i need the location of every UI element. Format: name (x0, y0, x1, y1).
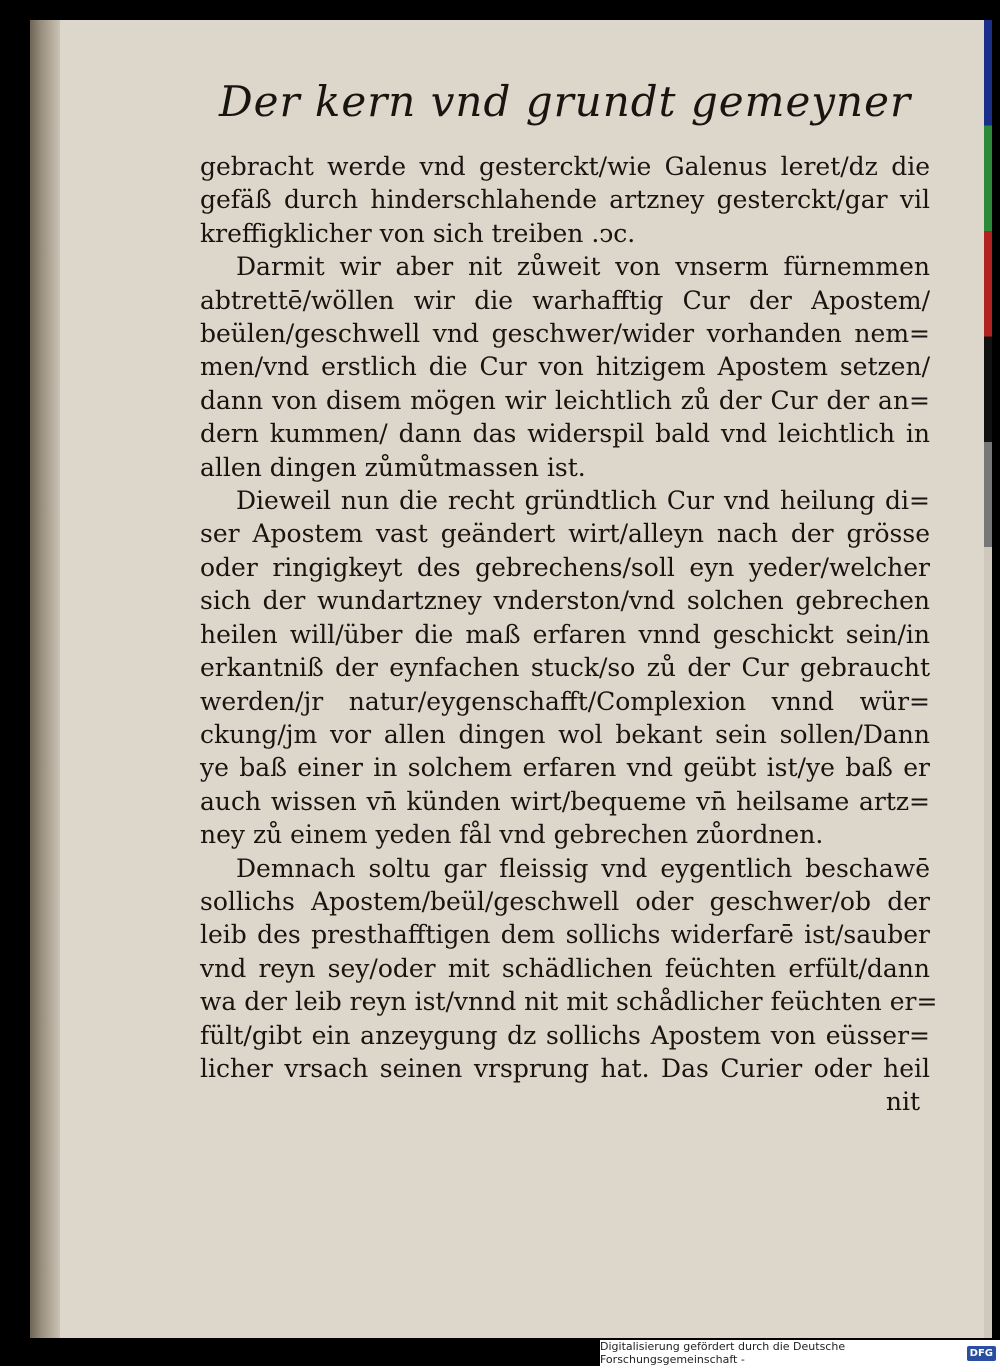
text-line: erkantniß der eynfachen stuck/so zů der Cur gebraucht (200, 653, 930, 683)
text-line: sollichs Apostem/beül/geschwell oder geschwer/ob der (200, 886, 930, 916)
text-line: ney zů einem yeden fål vnd gebrechen zůordnen. (200, 820, 824, 850)
text-line: allen dingen zůmůtmassen ist. (200, 452, 586, 482)
text-line: Demnach soltu gar fleissig vnd eygentlich beschawē (236, 853, 930, 883)
book-page (30, 20, 992, 1338)
text-line: ye baß einer in solchem erfaren vnd geübt ist/ye baß er (200, 753, 930, 783)
paragraph (200, 250, 930, 484)
page-binding-edge (30, 20, 60, 1338)
text-line: auch wissen vn̄ künden wirt/bequeme vn̄ heilsame artz= (200, 786, 930, 816)
text-line: kreffigklicher von sich treiben .ↄc. (200, 218, 636, 248)
paragraph (200, 150, 930, 250)
funding-banner (600, 1340, 1000, 1366)
text-line: ser Apostem vast geändert wirt/alleyn nach der grösse (200, 519, 930, 549)
text-line: heilen will/über die maß erfaren vnnd geschickt sein/in (200, 619, 930, 649)
text-line: licher vrsach seinen vrsprung hat. Das Curier oder heil (200, 1053, 930, 1083)
text-line: gefäß durch hinderschlahende artzney gesterckt/gar vil (200, 185, 930, 215)
text-line: Dieweil nun die recht gründtlich Cur vnd heilung di= (236, 486, 930, 516)
text-line: men/vnd erstlich die Cur von hitzigem Apostem setzen/ (200, 352, 930, 382)
text-line: wa der leib reyn ist/vnnd nit mit schådlicher feüchten er= (200, 987, 938, 1017)
paragraph (200, 852, 938, 1086)
text-line: fült/gibt ein anzeygung dz sollichs Apostem von eüsser= (200, 1020, 930, 1050)
running-headline: Der kern vnd grundt gemeyner (218, 77, 912, 126)
color-calibration-strip (984, 20, 992, 1338)
catchword: nit (885, 1087, 920, 1117)
text-line: gebracht werde vnd gesterckt/wie Galenus leret/dz die (200, 152, 930, 181)
page-text-block (200, 68, 938, 1119)
text-line: oder ringigkeyt des gebrechens/soll eyn yeder/welcher (200, 552, 930, 582)
text-line: dann von disem mögen wir leichtlich zů der Cur der an= (200, 385, 930, 415)
text-line: ckung/jm vor allen dingen wol bekant sein sollen/Dann (200, 719, 930, 749)
text-line: abtrettē/wöllen wir die warhafftig Cur der Apostem/ (200, 285, 930, 315)
text-line: beülen/geschwell vnd geschwer/wider vorhanden nem= (200, 319, 930, 349)
text-line: vnd reyn sey/oder mit schädlichen feüchten erfült/dann (200, 953, 930, 983)
paragraph-container (200, 150, 938, 1085)
paragraph (200, 484, 930, 851)
dfg-logo: DFG (967, 1346, 996, 1361)
funding-banner-text: Digitalisierung gefördert durch die Deutsche Forschungsgemeinschaft - (600, 1340, 846, 1366)
text-line: Darmit wir aber nit zůweit von vnserm fürnemmen (236, 252, 930, 282)
text-line: sich der wundartzney vnderston/vnd solchen gebrechen (200, 586, 930, 616)
text-line: werden/jr natur/eygenschafft/Complexion vnnd wür= (200, 686, 930, 716)
text-line: leib des presthafftigen dem sollichs widerfarē ist/sauber (200, 920, 930, 950)
text-line: dern kummen/ dann das widerspil bald vnd leichtlich in (200, 419, 930, 449)
